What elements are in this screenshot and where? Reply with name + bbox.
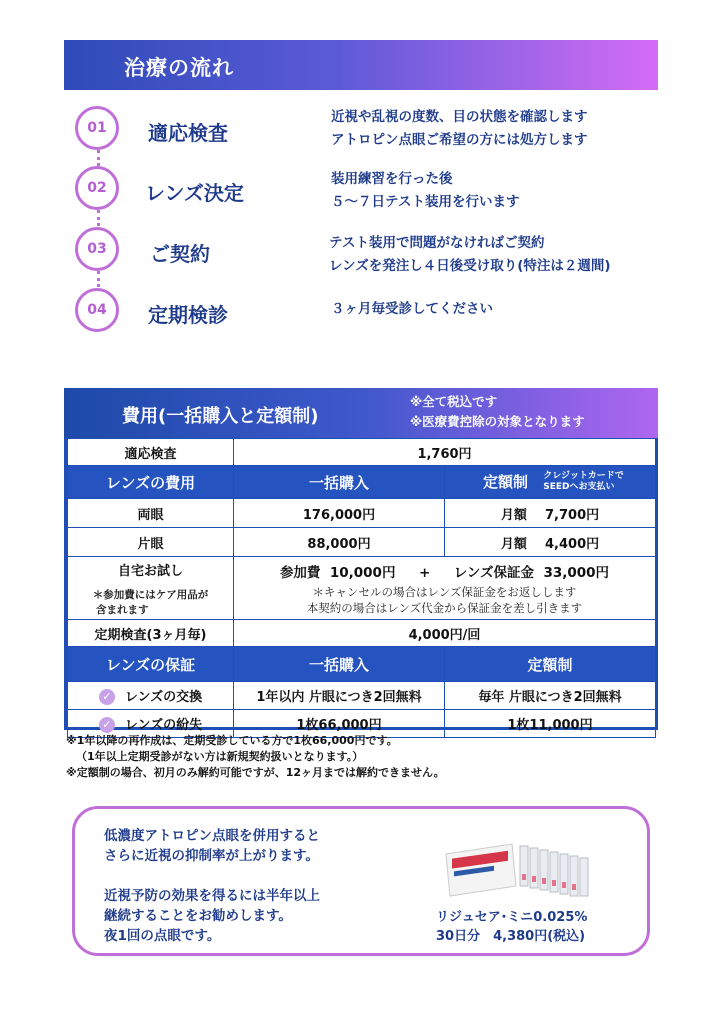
- step-number-3: 03: [75, 227, 119, 271]
- periodic-exam-value: 4,000円/回: [234, 620, 656, 647]
- table-row: [68, 439, 656, 466]
- home-trial-label-cell: 自宅お試し ＊参加費にはケア用品が 含まれます: [68, 557, 234, 620]
- check-icon: ✓: [99, 689, 115, 705]
- one-eye-subs: 月額 4,400円: [445, 528, 656, 557]
- cost-notes: ※全て税込です ※医療費控除の対象となります: [410, 394, 585, 429]
- home-trial-detail: 参加費 10,000円 + レンズ保証金 33,000円 ＊キャンセルの場合はレンズ保証金をお返しします 本契約の場合はレンズ代金から保証金を差し引きます: [234, 557, 656, 620]
- fit-exam-value: 1,760円: [234, 439, 656, 466]
- step-name-3: ご契約: [150, 242, 210, 266]
- lens-cost-band-label: レンズの費用: [68, 466, 234, 499]
- fit-exam-label: 適応検査: [68, 439, 234, 466]
- step-desc-4: ３ヶ月毎受診してください: [331, 301, 493, 317]
- table-row: [68, 620, 656, 647]
- warranty-lump-header: 一括購入: [234, 647, 445, 682]
- exchange-subs: 毎年 片眼につき2回無料: [445, 682, 656, 710]
- step-desc-1: 近視や乱視の度数、目の状態を確認します アトロピン点眼ご希望の方には処方します: [331, 109, 588, 148]
- table-row: [68, 528, 656, 557]
- step-desc-2: 装用練習を行った後 ５～７日テスト装用を行います: [331, 171, 520, 210]
- cost-title: 費用(一括購入と定額制): [122, 406, 319, 427]
- exchange-label: ✓ レンズの交換: [68, 682, 234, 710]
- both-eyes-lump: 176,000円: [234, 499, 445, 528]
- loss-label: ✓ レンズの紛失: [68, 710, 234, 738]
- one-eye-lump: 88,000円: [234, 528, 445, 557]
- periodic-exam-label: 定期検査(3ヶ月毎): [68, 620, 234, 647]
- loss-lump: 1枚66,000円: [234, 710, 445, 738]
- table-row: [68, 557, 656, 620]
- table-row: [68, 682, 656, 710]
- check-icon: ✓: [99, 717, 115, 733]
- flow-title: 治療の流れ: [124, 56, 234, 80]
- step-desc-3: テスト装用で問題がなければご契約 レンズを発注し４日後受け取り(特注は２週間): [329, 235, 611, 274]
- both-eyes-subs: 月額 7,700円: [445, 499, 656, 528]
- warranty-band-label: レンズの保証: [68, 647, 234, 682]
- warranty-subs-header: 定額制: [445, 647, 656, 682]
- step-number-4: 04: [75, 288, 119, 332]
- step-number-1: 01: [75, 106, 119, 150]
- footnotes: ※1年以降の再作成は、定期受診している方で1枚66,000円です。 （1年以上定期受診がない方は新規契約扱いとなります。） ※定額制の場合、初月のみ解約可能ですが、12ヶ月までは解約できません。: [66, 734, 445, 779]
- step-number-2: 02: [75, 166, 119, 210]
- step-name-4: 定期検診: [148, 303, 228, 327]
- promo-text: 低濃度アトロピン点眼を併用すると さらに近視の抑制率が上がります。 近視予防の効果を得るには半年以上 継続することをお勧めします。 夜1回の点眼です。: [104, 828, 320, 944]
- both-eyes-label: 両眼: [68, 499, 234, 528]
- table-row: [68, 466, 656, 499]
- cost-table: [67, 438, 656, 738]
- one-eye-label: 片眼: [68, 528, 234, 557]
- table-row: [68, 647, 656, 682]
- loss-subs: 1枚11,000円: [445, 710, 656, 738]
- step-name-2: レンズ決定: [145, 181, 244, 205]
- lens-cost-subs-header: 定額制 クレジットカードで SEEDへお支払い: [445, 466, 656, 499]
- lens-cost-lump-header: 一括購入: [234, 466, 445, 499]
- product-caption: リジュセア･ミニ0.025% 30日分 4,380円(税込): [436, 910, 588, 944]
- table-row: [68, 499, 656, 528]
- step-name-1: 適応検査: [148, 121, 228, 145]
- eye-drop-box-image: [442, 840, 602, 898]
- exchange-lump: 1年以内 片眼につき2回無料: [234, 682, 445, 710]
